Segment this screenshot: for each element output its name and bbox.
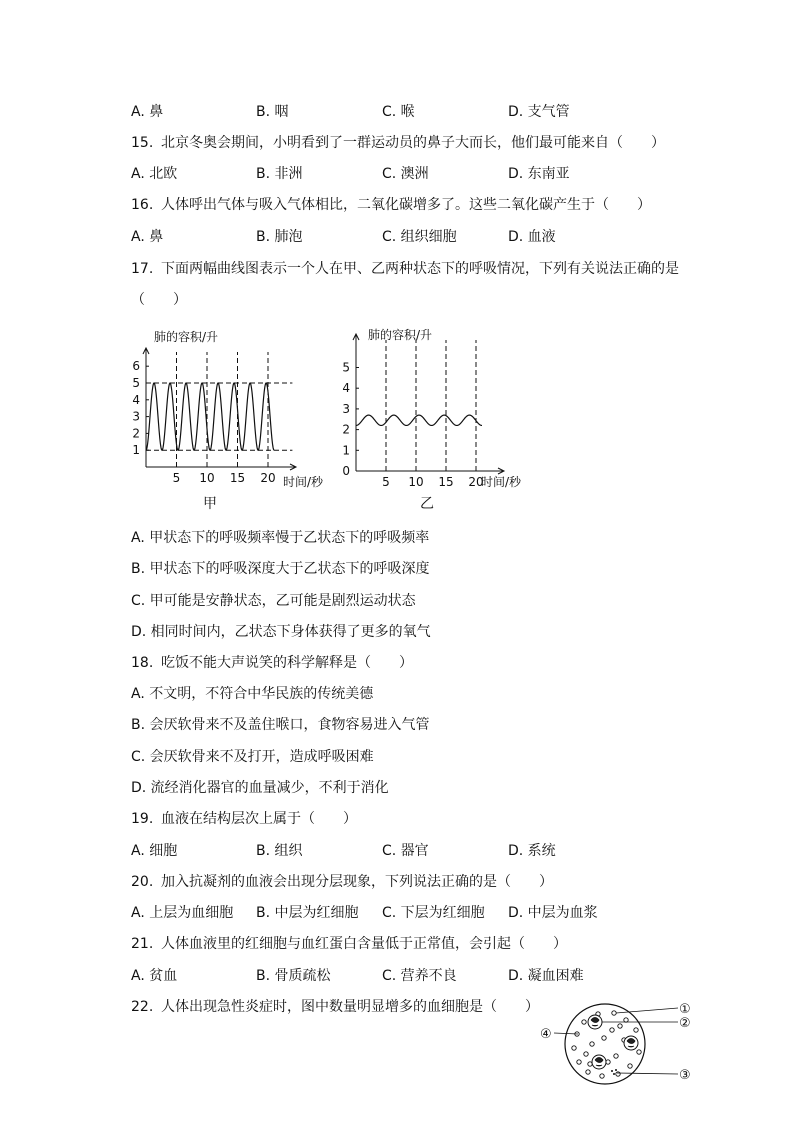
y-tick-label: 2 <box>132 426 140 441</box>
q16-option-c[interactable]: C. 组织细胞 <box>382 229 457 245</box>
y-tick-label: 1 <box>132 443 140 458</box>
q20-number: 20. <box>131 874 154 890</box>
y-tick-label: 4 <box>342 381 350 396</box>
q21-option-d[interactable]: D. 凝血困难 <box>508 968 584 984</box>
q15-text: 北京冬奥会期间，小明看到了一群运动员的鼻子大而长，他们最可能来自（ ） <box>161 135 665 151</box>
label-2: ② <box>679 1016 691 1031</box>
q18-option-c[interactable]: C. 会厌软骨来不及打开，造成呼吸困难 <box>131 749 374 765</box>
chart-yi-title: 乙 <box>420 496 434 512</box>
y-tick-label: 1 <box>342 443 350 458</box>
q14-option-b[interactable]: B. 咽 <box>256 104 289 120</box>
q21-option-a[interactable]: A. 贫血 <box>131 968 178 984</box>
q14-option-d[interactable]: D. 支气管 <box>508 104 570 120</box>
chart-jia-xlabel: 时间/秒 <box>283 475 324 489</box>
q19-option-b[interactable]: B. 组织 <box>256 843 303 859</box>
q16-option-a[interactable]: A. 鼻 <box>131 229 164 245</box>
q17-option-c[interactable]: C. 甲可能是安静状态，乙可能是剧烈运动状态 <box>131 593 416 609</box>
q22-number: 22. <box>131 999 154 1015</box>
y-tick-label: 3 <box>342 401 350 416</box>
x-tick-label: 20 <box>468 475 484 489</box>
y-tick-label: 0 <box>342 464 350 478</box>
q21-text: 人体血液里的红细胞与血红蛋白含量低于正常值，会引起（ ） <box>161 936 567 952</box>
q17-answer-paren: （ ） <box>131 292 187 308</box>
q19-text: 血液在结构层次上属于（ ） <box>161 811 357 827</box>
q20-option-c[interactable]: C. 下层为红细胞 <box>382 905 485 921</box>
x-tick-label: 10 <box>199 471 215 485</box>
x-tick-label: 5 <box>172 471 181 485</box>
q19-option-d[interactable]: D. 系统 <box>508 843 556 859</box>
q18-option-b[interactable]: B. 会厌软骨来不及盖住喉口，食物容易进入气管 <box>131 717 430 733</box>
y-tick-label: 5 <box>342 360 350 375</box>
q17-stem <box>131 259 679 279</box>
q16-option-b[interactable]: B. 肺泡 <box>256 229 303 245</box>
q20-text: 加入抗凝剂的血液会出现分层现象，下列说法正确的是（ ） <box>161 874 553 890</box>
label-3: ③ <box>679 1068 691 1083</box>
q20-stem <box>131 872 553 892</box>
chart-jia-title: 甲 <box>203 496 217 512</box>
q20-option-a[interactable]: A. 上层为血细胞 <box>131 905 234 921</box>
q16-option-d[interactable]: D. 血液 <box>508 229 556 245</box>
q15-option-d[interactable]: D. 东南亚 <box>508 166 570 182</box>
q18-option-a[interactable]: A. 不文明，不符合中华民族的传统美德 <box>131 686 374 702</box>
label-1: ① <box>679 1002 691 1017</box>
blood-cell-diagram <box>532 1000 702 1090</box>
q17-stem-continued <box>131 290 187 310</box>
y-tick-label: 4 <box>132 392 140 407</box>
q19-option-c[interactable]: C. 器官 <box>382 843 429 859</box>
x-tick-label: 5 <box>382 475 390 489</box>
x-tick-label: 15 <box>438 475 454 489</box>
q17-option-a[interactable]: A. 甲状态下的呼吸频率慢于乙状态下的呼吸频率 <box>131 530 430 546</box>
q18-option-d[interactable]: D. 流经消化器官的血量减少，不利于消化 <box>131 780 389 796</box>
q19-number: 19. <box>131 811 154 827</box>
breathing-curve-1 <box>356 415 482 425</box>
chart-yi <box>338 322 538 517</box>
chart-jia <box>128 322 328 517</box>
chart-yi-ylabel: 肺的容积/升 <box>368 328 433 342</box>
q22-text: 人体出现急性炎症时，图中数量明显增多的血细胞是（ ） <box>161 999 539 1015</box>
q16-text: 人体呼出气体与吸入气体相比，二氧化碳增多了。这些二氧化碳产生于（ ） <box>161 197 651 213</box>
q18-text: 吃饭不能大声说笑的科学解释是（ ） <box>161 655 413 671</box>
breathing-curve-0 <box>146 383 274 450</box>
y-tick-label: 5 <box>132 376 140 390</box>
q17-text: 下面两幅曲线图表示一个人在甲、乙两种状态下的呼吸情况，下列有关说法正确的是 <box>161 261 679 277</box>
q15-stem <box>131 133 665 153</box>
q15-option-a[interactable]: A. 北欧 <box>131 166 178 182</box>
y-tick-label: 3 <box>132 409 140 424</box>
q19-stem <box>131 809 357 829</box>
x-tick-label: 20 <box>260 471 276 485</box>
q20-option-b[interactable]: B. 中层为红细胞 <box>256 905 359 921</box>
chart-yi-xlabel: 时间/秒 <box>481 475 522 489</box>
x-tick-label: 15 <box>229 471 246 485</box>
q16-stem <box>131 195 651 215</box>
q21-option-b[interactable]: B. 骨质疏松 <box>256 968 331 984</box>
x-tick-label: 10 <box>408 475 424 489</box>
q17-option-b[interactable]: B. 甲状态下的呼吸深度大于乙状态下的呼吸深度 <box>131 561 430 577</box>
y-tick-label: 2 <box>342 422 350 437</box>
q14-option-c[interactable]: C. 喉 <box>382 104 415 120</box>
y-tick-label: 6 <box>132 359 140 374</box>
q14-option-a[interactable]: A. 鼻 <box>131 104 164 120</box>
q17-number: 17. <box>131 261 154 277</box>
q21-stem <box>131 934 567 954</box>
chart-jia-ylabel: 肺的容积/升 <box>154 330 219 344</box>
q17-option-d[interactable]: D. 相同时间内，乙状态下身体获得了更多的氧气 <box>131 624 431 640</box>
q22-stem <box>131 997 539 1017</box>
q20-option-d[interactable]: D. 中层为血浆 <box>508 905 598 921</box>
q19-option-a[interactable]: A. 细胞 <box>131 843 178 859</box>
q16-number: 16. <box>131 197 154 213</box>
q15-option-b[interactable]: B. 非洲 <box>256 166 303 182</box>
q15-number: 15. <box>131 135 154 151</box>
q21-number: 21. <box>131 936 154 952</box>
q21-option-c[interactable]: C. 营养不良 <box>382 968 457 984</box>
q15-option-c[interactable]: C. 澳洲 <box>382 166 429 182</box>
q18-stem <box>131 653 413 673</box>
label-4: ④ <box>540 1027 552 1042</box>
q18-number: 18. <box>131 655 154 671</box>
